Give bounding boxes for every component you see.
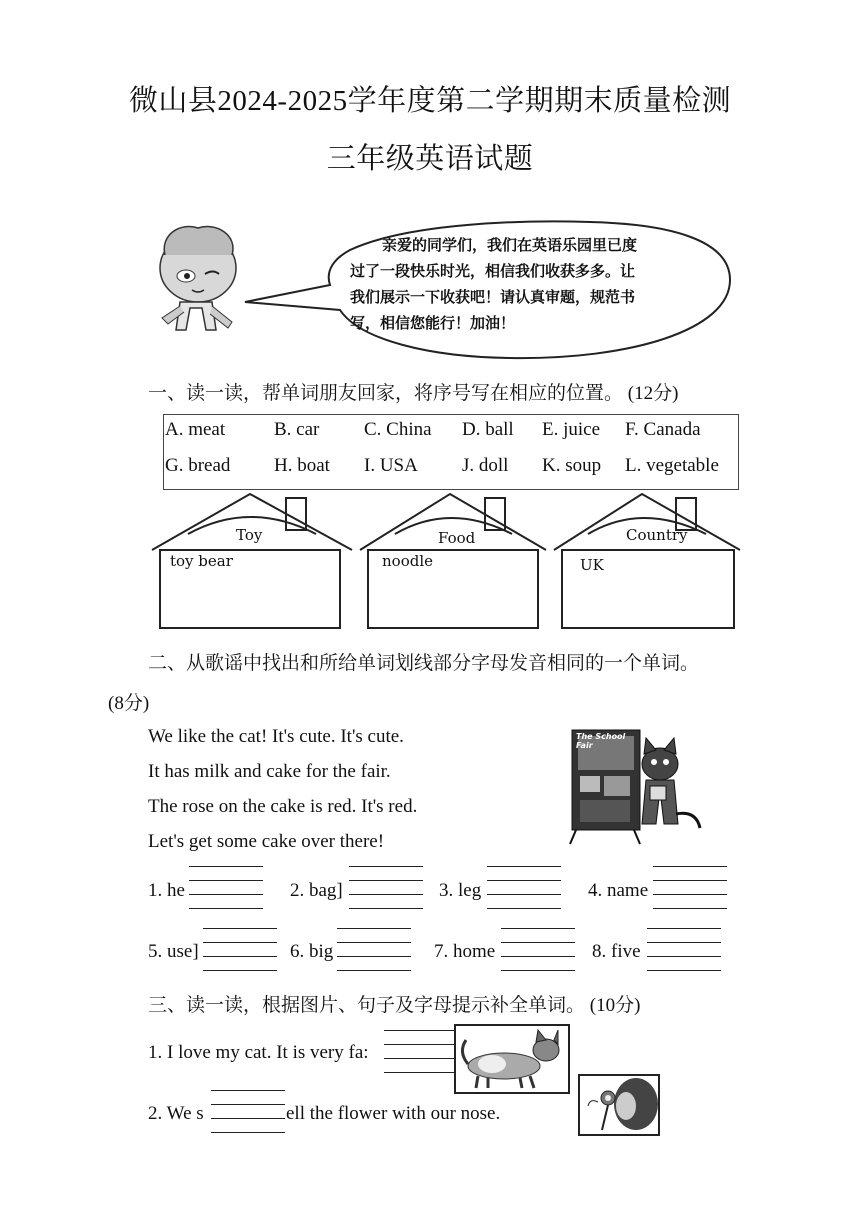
phonics-item-4: 4. name	[588, 880, 649, 901]
bubble-line-2: 过了一段快乐时光，相信我们收获多多。让	[350, 262, 636, 280]
house-example-country: UK	[580, 556, 604, 574]
exam-subtitle: 三年级英语试题	[326, 143, 534, 175]
houses-drawing	[150, 490, 745, 635]
section1-heading: 一、读一读，帮单词朋友回家，将序号写在相应的位置。 (12分)	[148, 383, 679, 404]
house-example-food: noodle	[382, 552, 433, 570]
house-label-toy: Toy	[236, 526, 263, 544]
phonics-item-5: 5. use]	[148, 941, 199, 962]
fill-question-2-suffix: ell the flower with our nose.	[286, 1103, 501, 1124]
house-label-country: Country	[626, 526, 688, 544]
phonics-item-6: 6. big	[290, 941, 334, 962]
poster-title: The School Fair	[576, 732, 626, 750]
house-example-toy: toy bear	[170, 552, 233, 570]
phonics-item-8: 8. five	[592, 941, 641, 962]
answer-lines-8[interactable]	[647, 928, 721, 972]
rhyme-line: It has milk and cake for the fair.	[148, 761, 391, 782]
word-item: F. Canada	[625, 419, 701, 440]
answer-lines-1[interactable]	[189, 866, 263, 910]
phonics-item-2: 2. bag]	[290, 880, 343, 901]
rhyme-line: We like the cat! It's cute. It's cute.	[148, 726, 404, 747]
word-item: L. vegetable	[625, 455, 719, 476]
bubble-text	[350, 232, 637, 336]
word-bank-box	[163, 414, 739, 490]
section2-score: (8分)	[108, 693, 150, 714]
bubble-line-1: 亲爱的同学们，我们在英语乐园里已度	[382, 236, 638, 254]
fill-question-1: 1. I love my cat. It is very fa:	[148, 1042, 369, 1063]
phonics-item-3: 3. leg	[439, 880, 482, 901]
rhyme-line: The rose on the cake is red. It's red.	[148, 796, 418, 817]
word-item: G. bread	[165, 455, 231, 476]
answer-lines-7[interactable]	[501, 928, 575, 972]
word-item: C. China	[364, 419, 432, 440]
section3-heading: 三、读一读，根据图片、句子及字母提示补全单词。 (10分)	[148, 995, 641, 1016]
answer-lines-3[interactable]	[487, 866, 561, 910]
answer-lines-4[interactable]	[653, 866, 727, 910]
smell-flower-photo	[578, 1074, 660, 1136]
answer-lines-2[interactable]	[349, 866, 423, 910]
bubble-line-3: 我们展示一下收获吧！请认真审题，规范书	[350, 288, 636, 306]
rhyme-line: Let's get some cake over there!	[148, 831, 385, 852]
word-item: I. USA	[364, 455, 418, 476]
exam-title: 微山县2024-2025学年度第二学期期末质量检测	[128, 85, 732, 117]
word-item: H. boat	[274, 455, 330, 476]
mascot-icon	[160, 227, 236, 330]
cat-icon	[642, 738, 700, 828]
word-item: A. meat	[165, 419, 226, 440]
word-item: E. juice	[542, 419, 601, 440]
phonics-item-7: 7. home	[434, 941, 496, 962]
word-item: B. car	[274, 419, 320, 440]
fill-question-2-prefix: 2. We s	[148, 1103, 204, 1124]
section2-heading: 二、从歌谣中找出和所给单词划线部分字母发音相同的一个单词。	[148, 653, 700, 674]
bubble-line-4: 写，相信您能行！加油！	[350, 314, 516, 332]
fill-lines-1[interactable]	[384, 1030, 458, 1074]
answer-lines-5[interactable]	[203, 928, 277, 972]
fill-lines-2[interactable]	[211, 1090, 285, 1134]
word-item: D. ball	[462, 419, 514, 440]
phonics-item-1: 1. he	[148, 880, 185, 901]
word-item: K. soup	[542, 455, 602, 476]
house-label-food: Food	[438, 529, 476, 547]
cat-photo	[454, 1024, 570, 1094]
word-item: J. doll	[462, 455, 509, 476]
answer-lines-6[interactable]	[337, 928, 411, 972]
